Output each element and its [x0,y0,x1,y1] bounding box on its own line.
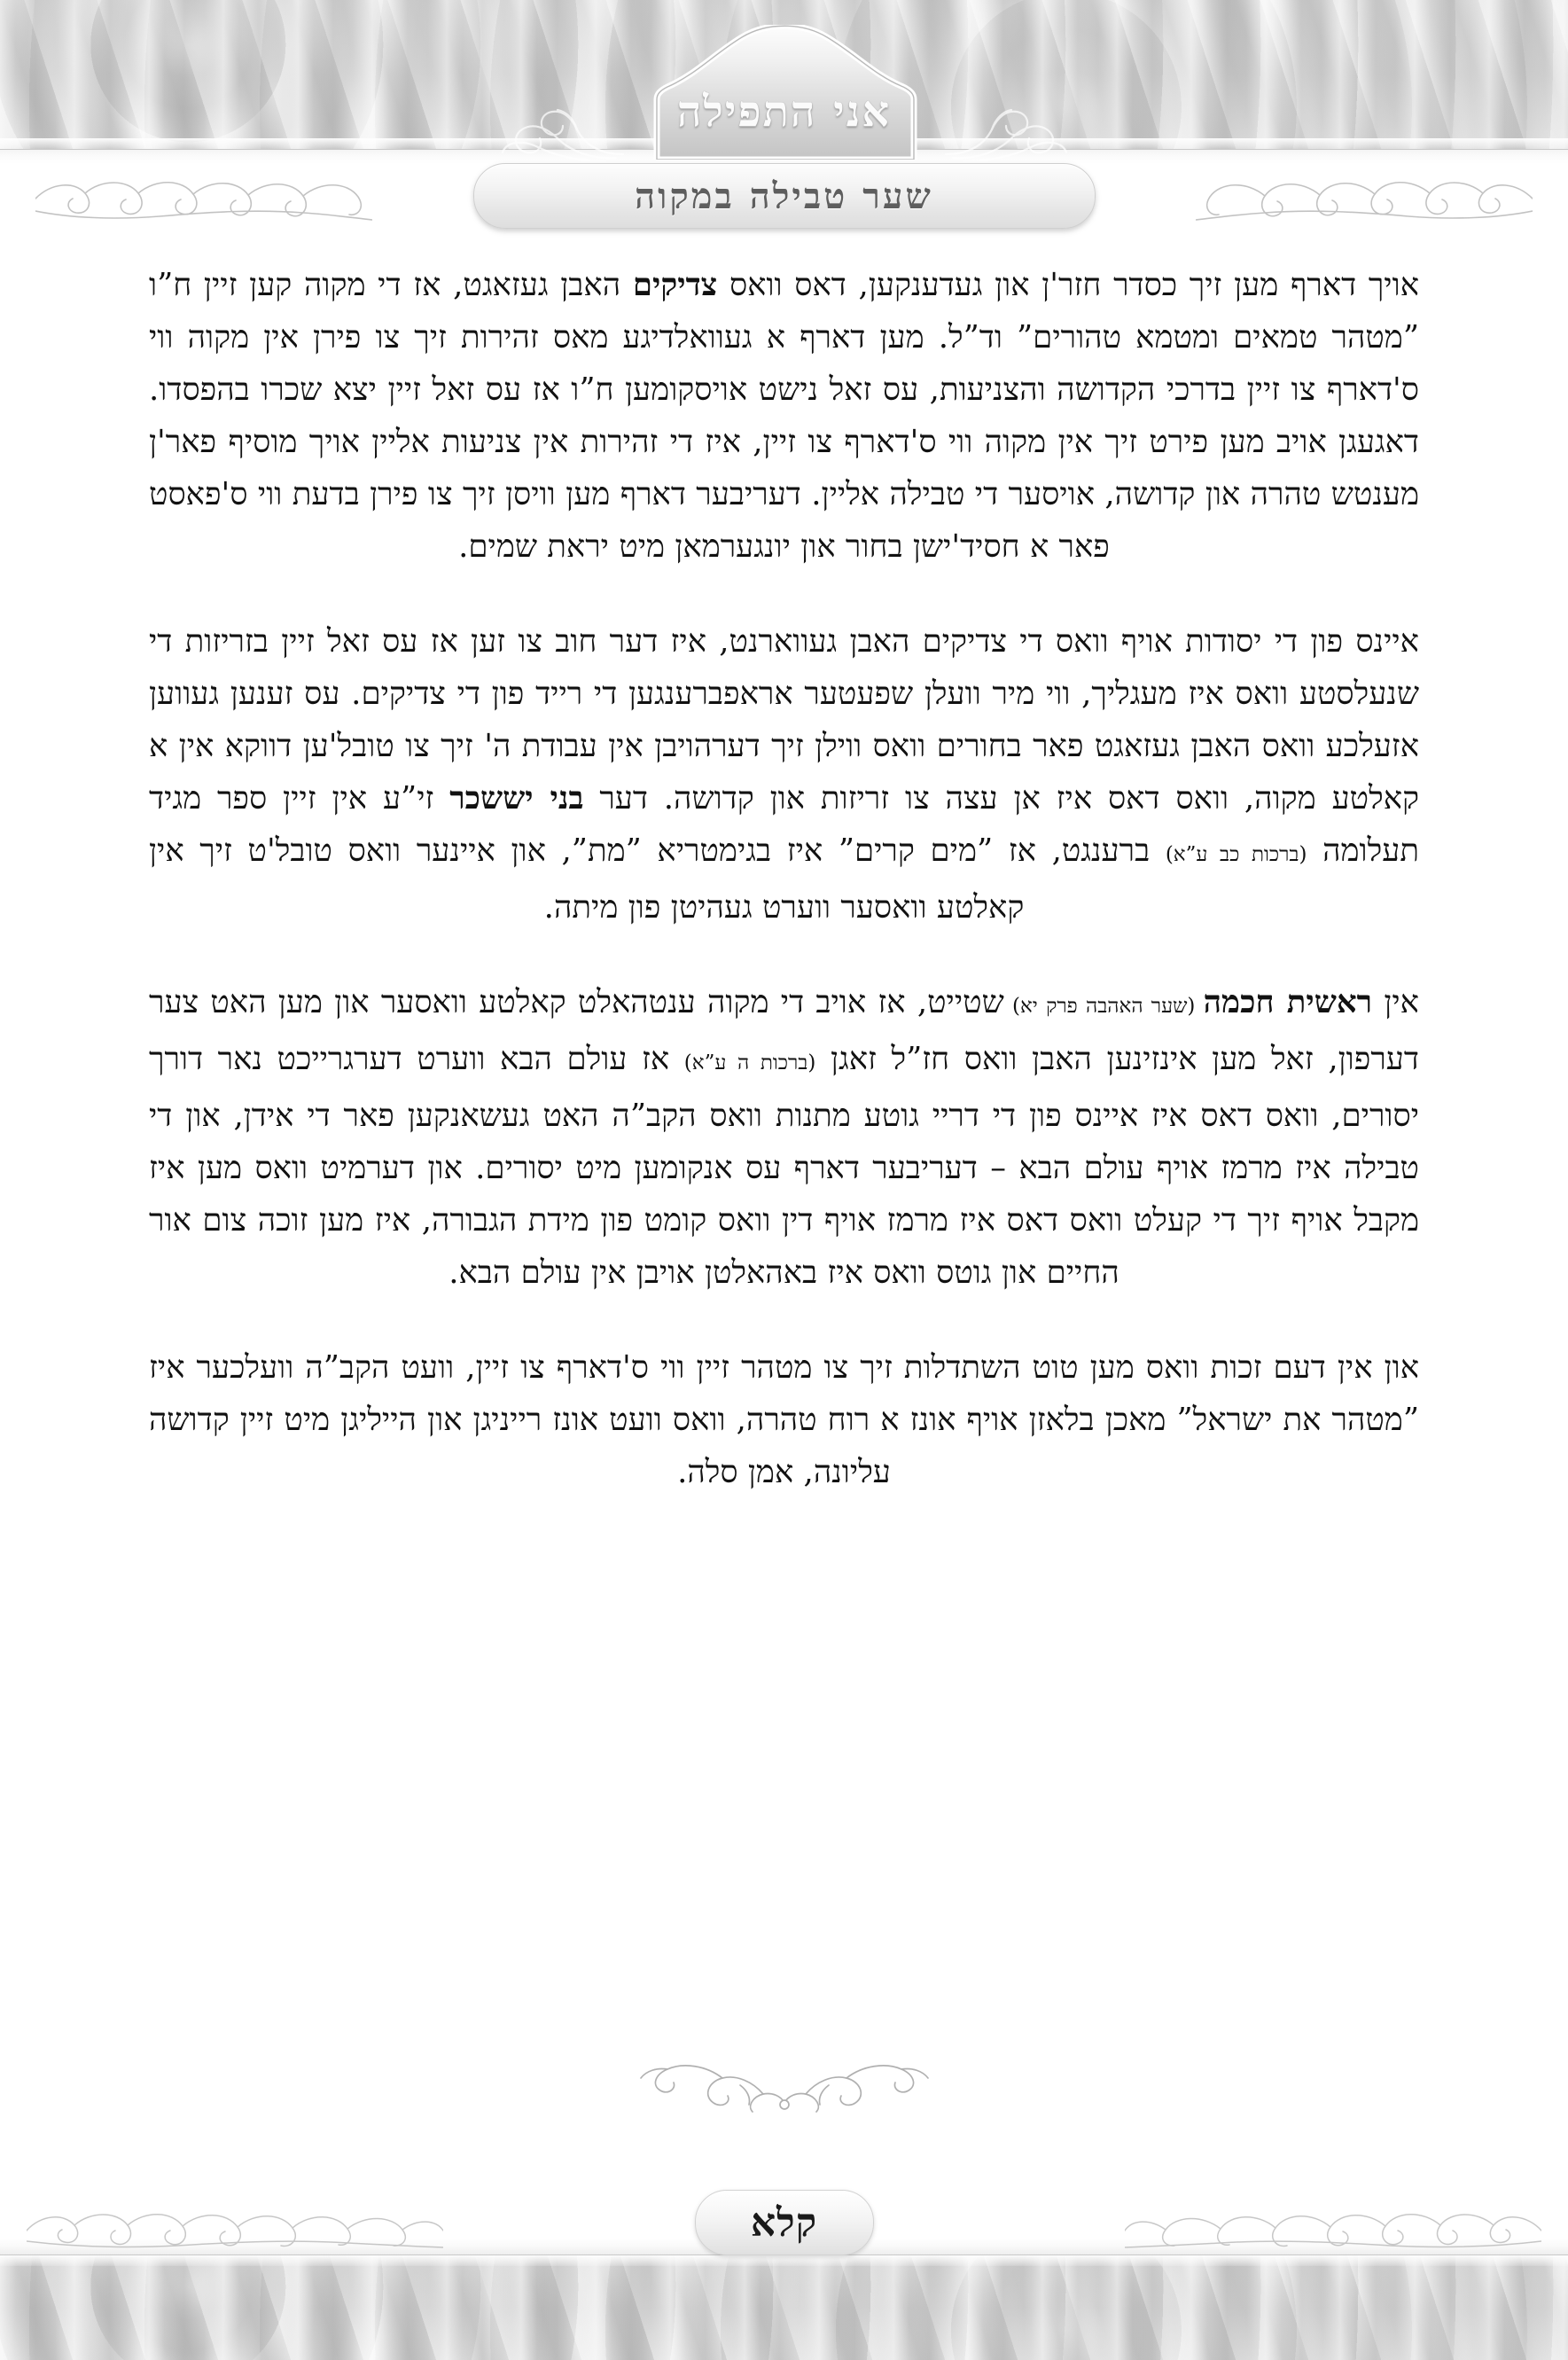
paragraph-3 [149,976,1419,1299]
emphasis-bnei-yissachar: בני יששכר [449,780,584,817]
source-citation-berachos-5: (ברכות ה ע”א) [683,1051,816,1075]
band-scroll-right-icon [1196,168,1533,223]
body-content [149,259,1419,1541]
footer-scroll-right-icon [1125,2195,1541,2248]
paragraph-4 [149,1341,1419,1498]
flourish-divider-icon [634,2055,935,2114]
band-scroll-left-icon [35,168,372,223]
masthead-plaque [598,25,971,160]
text-run: אויך דארף מען זיך כסדר חזר'ן און געדענקען, דאס וואס [717,267,1419,303]
text-run: אין [1372,984,1419,1020]
paragraph-1 [149,259,1419,573]
text-run: שטייט, אז אויב די מקוה ענטהאלט קאלטע וואסער און מען האט צער דערפון, זאל מען אינזינען האבן וואס חז”ל זאגן [149,984,1419,1077]
text-run: האבן געזאגט, אז די מקוה קען זיין ח”ו ”מטהר טמאים ומטמא טהורים” וד”ל. מען דארף א געוואלדיגע מאס זהירות זיך צו פירן אין מקוה ווי ס'דארף צו זיין בדרכי הקדושה והצניעות, עס זאל נישט אויסקומען ח”ו אז עס זאל זיין יצא שכרו בהפסדו. דאגעגן אויב מען פירט זיך אין מקוה ווי ס'דארף צו זיין, איז די זהירות אין צניעות אליין אויך מוסיף פאר'ן מענטש טהרה און קדושה, אויסער די טבילה אליין. דעריבער דארף מען וויסן זיך צו פירן בדעת ווי ס'פאסט פאר א חסיד'ישן בחור און יונגערמאן מיט יראת שמים. [149,267,1419,565]
page-number: קלא [750,2200,818,2246]
text-run: ברענגט, אז ”מים קרים” איז בגימטריא ”מת”, און איינער וואס טובל'ט זיך אין קאלטע וואסער ווערט געהיטן פון מיתה. [149,832,1166,926]
text-run: אז עולם הבא ווערט דערגרייכט נאר דורך יסורים, וואס דאס איז איינס פון די דריי גוטע מתנות וואס הקב”ה האט געשאנקען פאר די אידן, און די טבילה איז מרמז אויף עולם הבא – דעריבער דארף עס אנקומען מיט יסורים. און דערמיט וואס מען איז מקבל אויף זיך די קעלט וואס דאס איז מרמז אויף דין וואס קומט פון מידת הגבורה, איז מען זוכה צום אור החיים און גוטס וואס איז באהאלטן אויבן אין עולם הבא. [149,1041,1419,1291]
section-title-band [0,163,1568,229]
page-number-plaque [695,2190,874,2255]
text-run: איינס פון די יסודות אויף וואס די צדיקים האבן געווארנט, איז דער חוב צו זען אז עס זאל זיין בזריזות די שנעלסטע וואס איז מעגליך, ווי מיר וועלן שפעטער אראפברענגען די רייד פון די צדיקים. עס זענען געווען אזעלכע וואס האבן געזאגט פאר בחורים וואס ווילן זיך דערהויבן אין עבודת ה' זיך צו טובל'ען דווקא אין א קאלטע מקוה, וואס דאס איז אן עצה צו זריזות און קדושה. דער [149,623,1420,817]
source-citation-shaar-haahava: (שער האהבה פרק יא) [1003,995,1204,1018]
bottom-frame-texture [0,2255,1568,2360]
section-title: שער טבילה במקוה [635,175,933,217]
source-citation-berachos-22: (ברכות כב ע”א) [1165,843,1307,866]
text-run: זי”ע אין זיין ספר מגיד תעלומה [149,780,1419,869]
footer-scroll-left-icon [27,2195,443,2248]
emphasis-tzadikim: צדיקים [632,267,718,303]
masthead-title: אני התפילה [676,87,892,137]
footer-band [0,2170,1568,2255]
emphasis-reishis-chochma: ראשית חכמה [1203,984,1373,1020]
section-title-plaque [473,163,1096,229]
text-run: און אין דעם זכות וואס מען טוט השתדלות זיך צו מטהר זיין ווי ס'דארף צו זיין, וועט הקב”ה וועלכער איז ”מטהר את ישראל” מאכן בלאזן אויף אונז א רוח טהרה, וואס וועט אונז רייניגן און הייליגן מיט זיין קדושה עליונה, אמן סלה. [149,1349,1419,1490]
paragraph-2 [149,615,1419,934]
